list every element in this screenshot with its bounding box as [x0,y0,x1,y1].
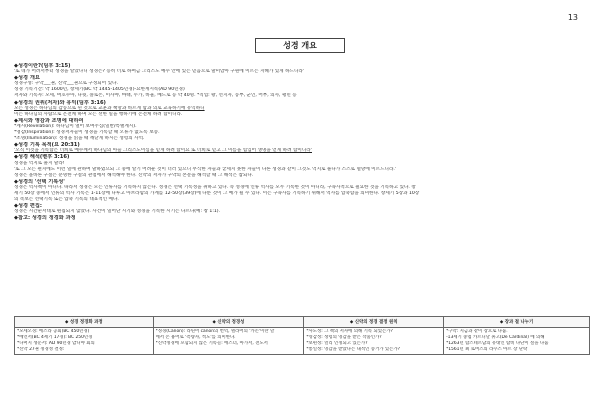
table-cell-line: *1263년 랍스테르담의 유대인 랍비 나단이 절을 나눔 [446,341,549,346]
table-cell-line: *신약정경에 포함되지 않은 기록들: 에스더, 아가서, 전도서 [155,341,268,346]
body-line: 성경은 올바른 구절은 분명한 구절의 관점에서 해석해야 한다. 신약의 저자가 구약의 본문을 해석할 때 그 해석은 참되다. [14,172,254,178]
body-line: *계시(Revelation): 하나님이 열어 보여주심(일반/특별계시). [14,123,137,129]
section-heading: ◆성경 기록 목적(요 20:31) [14,142,80,149]
section-heading: ◆성경의 권위(저자)와 유익(딤후 3:16) [14,99,106,106]
body-line: 모든 성경은 하나님의 감동으로 된 것으로 교훈과 책망과 바르게 함과 의로 교육하기에 유익하니 [14,105,205,111]
table-cell-line: -13세기 중엽 카르디날 휴고(De Cardinal) 에 의해 [446,335,545,340]
section-heading: ◆성경 개요 [14,75,40,82]
body-line: 성경은 시간순서대로 편집되지 않았다. 사건이 일어난 시기와 성경을 기록한 시기는 다르다(예: 창 1:1). [14,209,221,215]
table-header-row [15,317,590,328]
body-line: 성경은 역사책이 아니다. 따라서 성경은 모든 인류사를 기록하지 않는다. 성경은 선택 기록성을 취하고 있다. 즉 성경에 인류 역사를 모두 기록한 것이 아니라, 구속사적으로 필요한 것을 기록하고 있다. 창 [14,184,416,190]
body-line: *조명(Illumination): 성경을 읽을 때 깨닫게 하시는 성령의 사역. [14,136,145,142]
body-line: 의 족보는 선택기록 또는 압축 기록의 대표적인 예다. [14,197,119,203]
canon-table [14,316,590,355]
page-title: 성경 개요 [255,38,345,53]
table-cell-line: *에언서(BC 4세기 17경): BC 250년경 [17,335,93,340]
page-number: 13 [567,13,578,22]
table-cell [304,328,444,355]
table-row [15,328,590,355]
table-cell-line: *영감성: 성령의 영감을 받은 작품인가? [306,335,382,340]
table-cell-line: *모세오경: 에스라 공회(BC 450년경) [17,329,90,334]
table-header-cell: ◆ 신약의 정경 결정 원칙 [304,317,444,328]
table-cell [153,328,304,355]
section-heading: ◆성경의 '선택 기록성' [14,178,65,185]
table-cell-line: *나머지 성문서: AD 90년경 얌니야 회의 [17,341,95,346]
section-heading: ◆참고: 성경의 정경화 과정 [14,215,76,222]
document-body [14,63,590,221]
table-cell [444,328,590,355]
table-cell-line: *사도성: 그 책의 저자에 의해 기록 되었는가? [306,329,393,334]
table-cell-line: *신약 27권 정경성 결정: [17,347,65,352]
table-cell-line: 에서 온 용어로 '측량자, 척도'를 의미한다. [155,335,236,340]
table-cell-line: *정경(Canon): 라틴어 canon의 번역, 헬라어의 '카논'이란 말 [155,329,275,334]
table-cell-line: *보편성: 널리 인정되고 있는가? [306,341,368,346]
table-header-cell: ◆ 신약의 정경성 [153,317,304,328]
body-line: 성경구성: 구약___권, 신약___권으로 구성되어 있다. [14,81,118,87]
table-cell-line: *1561년 최 로버스의 라쿠스 아르 장 단락 [446,347,528,352]
body-line: '또 네가 어려서부터 성경을 알았나니 성경은? 능히 너로 하여금 그리스도 예수 안에 있는 믿음으로 말미암아 구원에 이르는 지혜가 있게 하느니라' [14,69,305,75]
table-header-cell: ◆ 장과 절 나누기 [444,317,590,328]
body-line: 성경을 억지로 풀지 말라! [14,160,65,166]
table-header-cell: ◆ 성경 정경화 과정 [15,317,154,328]
table-cell [15,328,154,355]
section-heading: ◆계시와 영감과 조명에 대하여 [14,117,84,124]
section-heading: ◆성경이란?(딤후 3:15) [14,63,71,69]
table-cell-line: *통일성: 영감을 받았다는 내적인 증거가 있는가? [306,347,400,352]
body-line: '오직 이것을 기록함은 너희로 예수께서 하나님의 아들 그리스도이심을 믿게 하려 함이요 또 너희로 믿고 그 이름을 힘입어 생명을 얻게 하려 함이니라' [14,148,312,154]
body-line: 성경 기록기간: 약 1600년, 창세기(BC 약 1445-1405년경)-요한계시록(AD 90년경) [14,87,185,93]
table-cell-line: *구약: 지금과 같이 장으로 나눔. [446,329,508,334]
body-line: 저자와 기록자: 모세, 여호수아, 다윗, 솔로몬, 이사야, 마태, 누가, 바울, 베드로 등 약 40명. *직업: 왕, 선지자, 농부, 군인, 어부, 의사, 평민 등 [14,93,297,99]
body-line: 이는 하나님의 사람으로 온전케 하며 모든 선한 일을 행하기에 온전케 하려 함이니라. [14,111,183,117]
section-heading: ◆성경 편집: [14,203,42,210]
body-line: 세기 50장 중에서 인류의 역사 기록은 1-11장에 다루고 아브라함의 가계를 12-50장(39장)에 다룬 것이 그 예가 될 수 있다. 이는 구속사를 기록하기 위해서 역사를 압축함을 의미한다. 창세기 5장과 10장 [14,190,420,196]
body-line: '또 그 모든 편지에도 이런 일에 관하여 말하였으되 그 중에 알기 어려운 것이 더러 있으니 무식한 자들과 굳세지 못한 자들이 다른 성경과 같이 그것도 억지로 풀다가 스스로 멸망에 이르느니라.' [14,166,397,172]
section-heading: ◆성경 해석(벧후 3:16) [14,154,70,161]
body-line: *영감(Inspiration): 성경저자들이 성경을 기록할 때 오류가 없도록 보증. [14,130,160,136]
